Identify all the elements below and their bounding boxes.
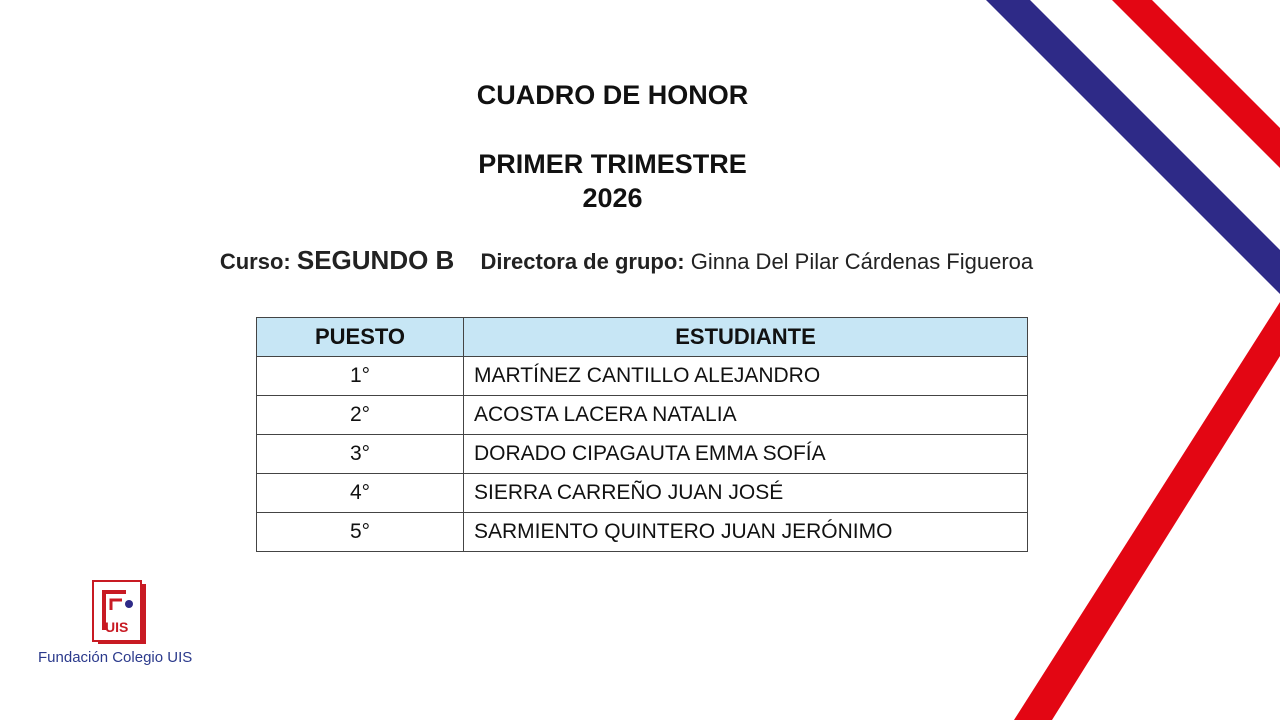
- logo-letters: UIS: [105, 619, 129, 635]
- honor-table: [256, 317, 1028, 552]
- director-label: Directora de grupo:: [480, 249, 685, 274]
- column-header-place: PUESTO: [257, 318, 464, 357]
- student-cell: SIERRA CARREÑO JUAN JOSÉ: [464, 474, 1028, 513]
- place-cell: 2°: [257, 396, 464, 435]
- table-row: [257, 435, 1028, 474]
- school-name: Fundación Colegio UIS: [38, 649, 193, 666]
- student-cell: SARMIENTO QUINTERO JUAN JERÓNIMO: [464, 513, 1028, 552]
- place-cell: 4°: [257, 474, 464, 513]
- course-label: Curso:: [219, 249, 291, 274]
- student-cell: MARTÍNEZ CANTILLO ALEJANDRO: [464, 357, 1028, 396]
- table-header-row: [257, 318, 1028, 357]
- place-cell: 3°: [257, 435, 464, 474]
- student-cell: DORADO CIPAGAUTA EMMA SOFÍA: [464, 435, 1028, 474]
- place-cell: 5°: [257, 513, 464, 552]
- table-row: [257, 474, 1028, 513]
- page-title: CUADRO DE HONOR: [476, 80, 749, 110]
- table-row: [257, 396, 1028, 435]
- course-info: [0, 245, 1253, 276]
- place-cell: 1°: [257, 357, 464, 396]
- school-logo-icon: [92, 580, 148, 646]
- table-row: [257, 513, 1028, 552]
- director-value: Ginna Del Pilar Cárdenas Figueroa: [690, 249, 1034, 274]
- term-heading: PRIMER TRIMESTRE: [478, 149, 747, 179]
- table-row: [257, 357, 1028, 396]
- red-stripe-lower: [1014, 302, 1280, 720]
- year-heading: 2026: [582, 183, 643, 213]
- column-header-student: ESTUDIANTE: [464, 318, 1028, 357]
- student-cell: ACOSTA LACERA NATALIA: [464, 396, 1028, 435]
- course-value: SEGUNDO B: [296, 245, 455, 275]
